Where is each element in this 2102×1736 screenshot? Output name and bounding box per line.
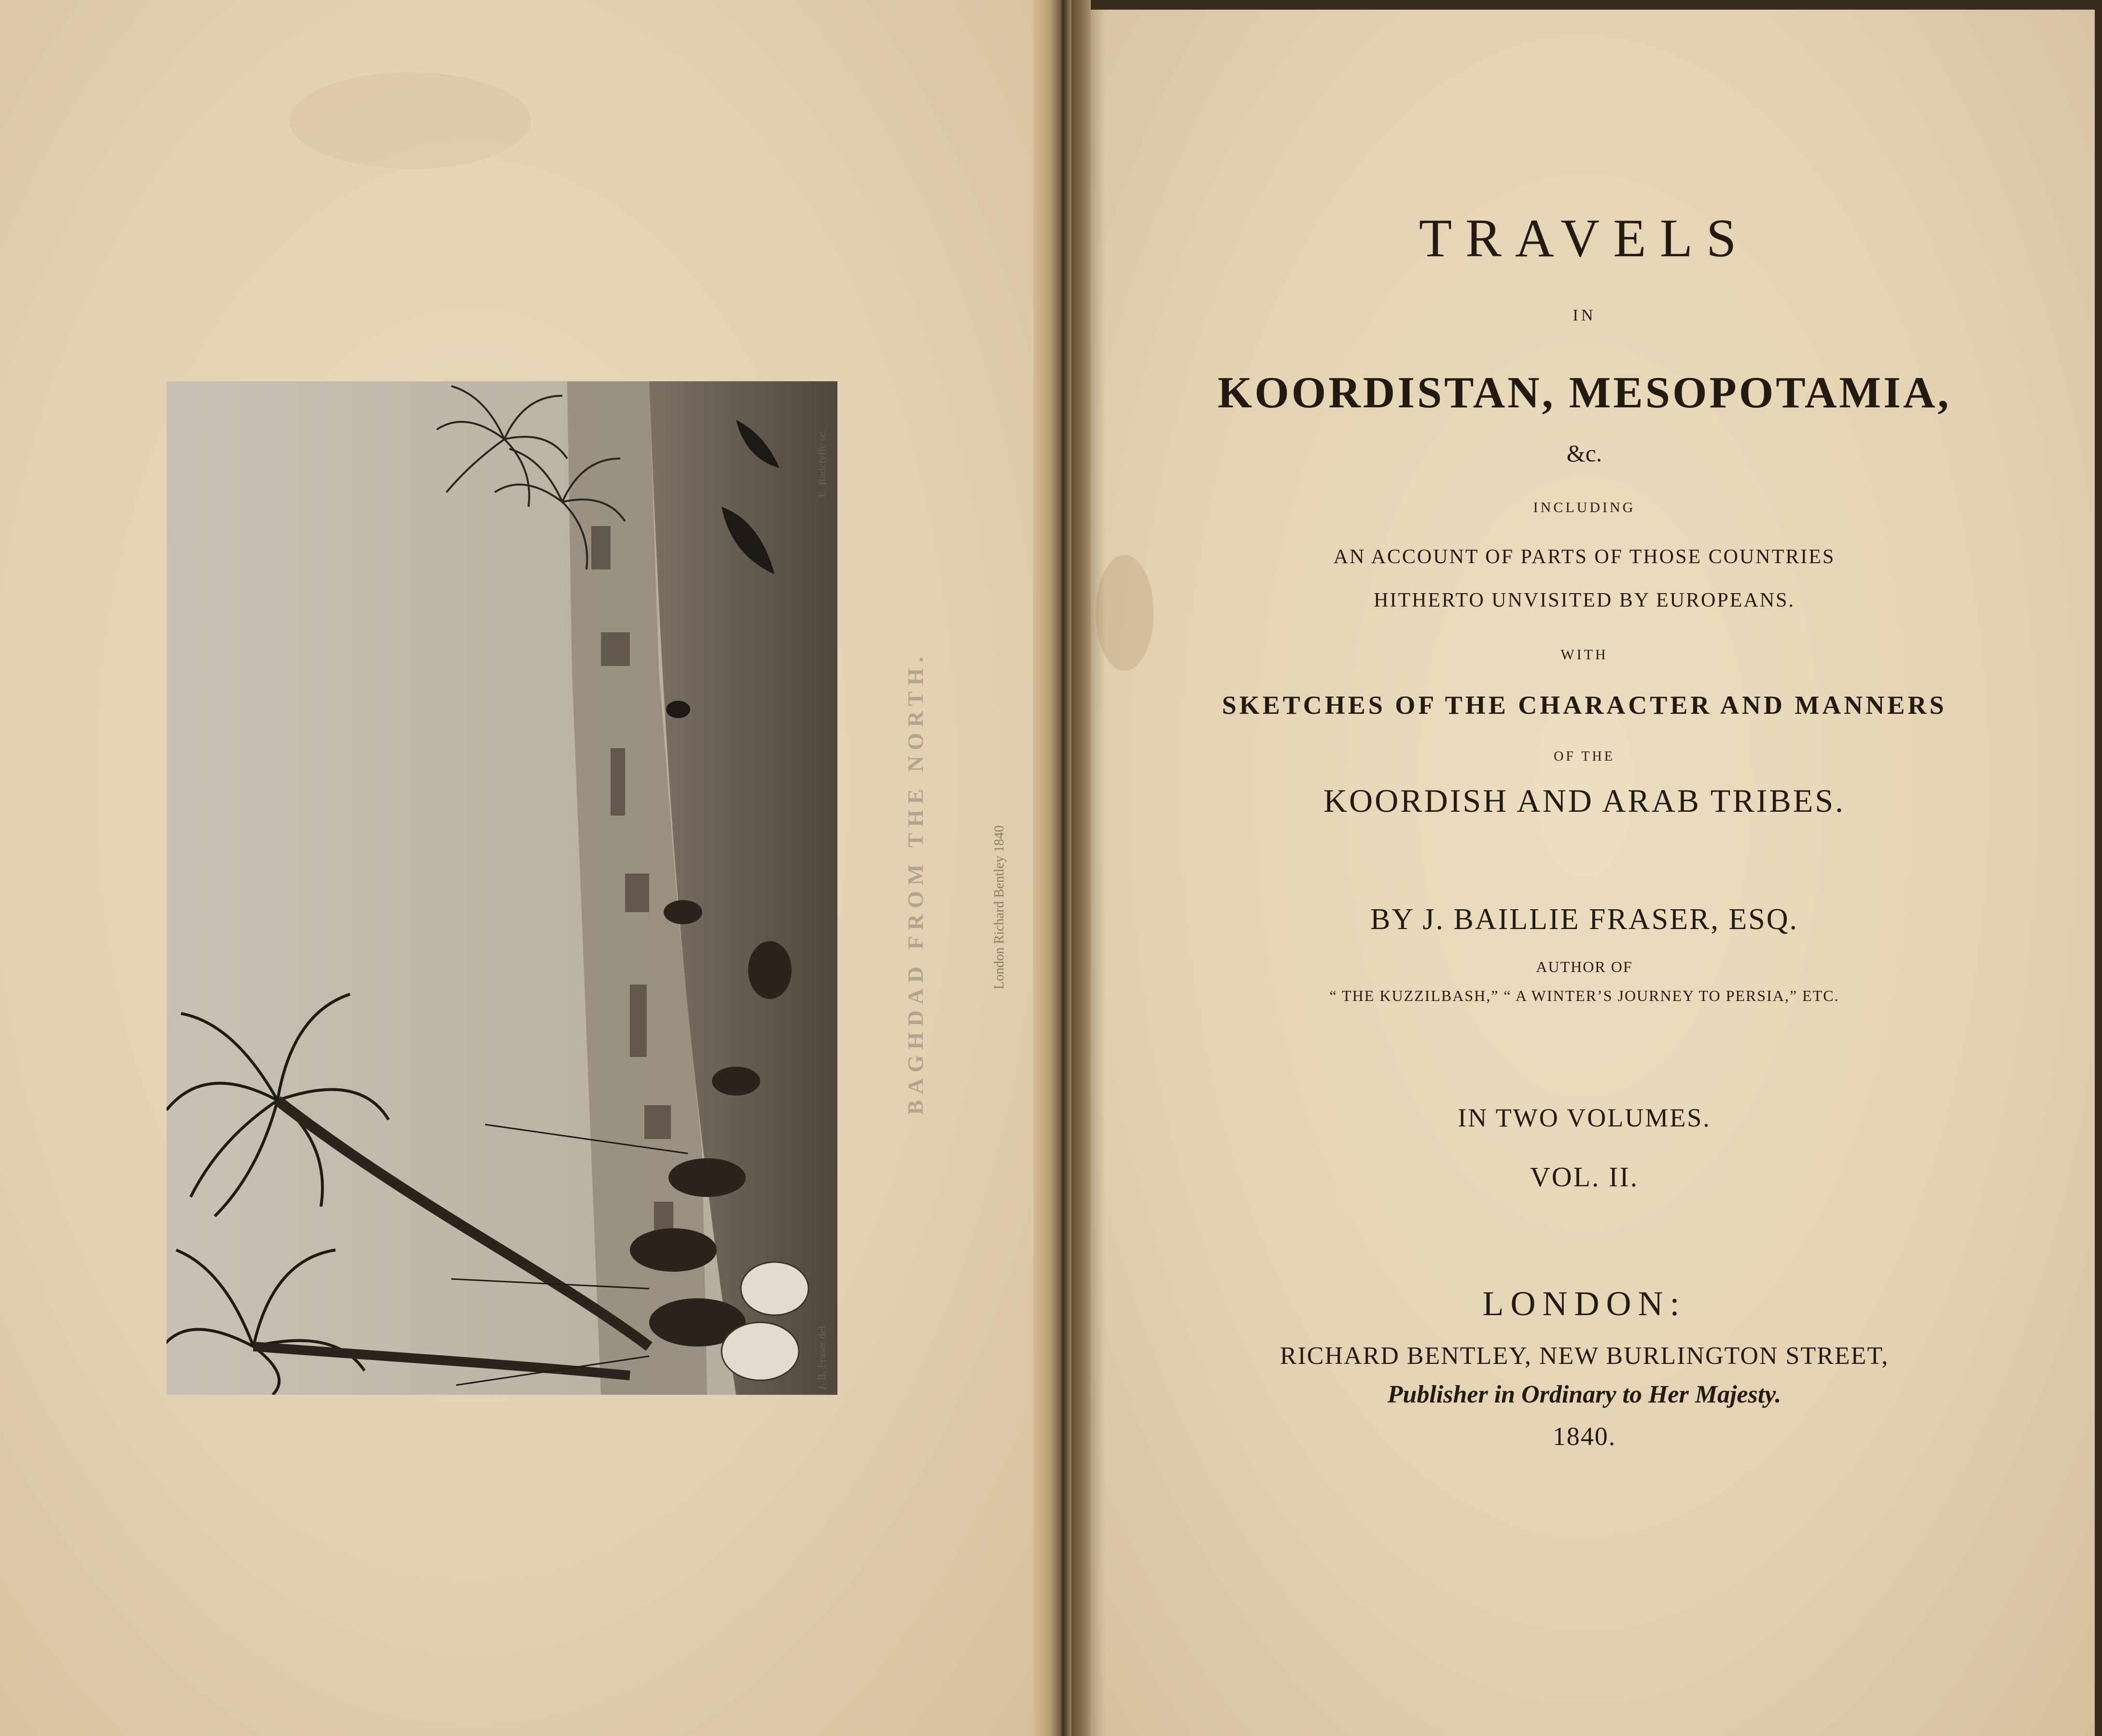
title-account-line-1: AN ACCOUNT OF PARTS OF THOSE COUNTRIES [1333,546,1836,568]
book-title: TRAVELS [1419,208,1750,268]
other-works: “ THE KUZZILBASH,” “ A WINTER’S JOURNEY TO PERSIA,” ETC. [1329,987,1839,1004]
title-places: KOORDISTAN, MESOPOTAMIA, [1217,368,1951,417]
title-tribes: KOORDISH AND ARAB TRIBES. [1323,782,1846,819]
title-with: WITH [1560,647,1608,663]
title-in: IN [1573,306,1596,324]
imprint-publisher-role: Publisher in Ordinary to Her Majesty. [1387,1381,1782,1408]
imprint-city: LONDON: [1482,1284,1686,1323]
artist-credit: J. B. Fraser del. [816,1323,828,1390]
title-sketches: SKETCHES OF THE CHARACTER AND MANNERS [1222,691,1947,720]
engraving-illustration [167,381,837,1395]
title-including: INCLUDING [1533,500,1636,515]
engraving-baghdad [167,381,837,1395]
foxing-stain [290,72,531,169]
plate-caption: BAGHDAD FROM THE NORTH. [903,651,928,1115]
volume-number: VOL. II. [1530,1161,1639,1193]
imprint-publisher: RICHARD BENTLEY, NEW BURLINGTON STREET, [1280,1342,1889,1370]
title-of-the: OF THE [1554,749,1615,764]
author-line: BY J. BAILLIE FRASER, ESQ. [1370,903,1798,936]
author-of-label: AUTHOR OF [1536,958,1633,975]
volumes-count: IN TWO VOLUMES. [1458,1103,1711,1132]
title-account-line-2: HITHERTO UNVISITED BY EUROPEANS. [1374,589,1795,611]
engraver-credit: E. Radclyffe sc. [816,429,828,497]
plate-publisher-line: London Richard Bentley 1840 [992,825,1007,989]
imprint-year: 1840. [1552,1422,1616,1451]
title-etc: &c. [1566,440,1602,467]
